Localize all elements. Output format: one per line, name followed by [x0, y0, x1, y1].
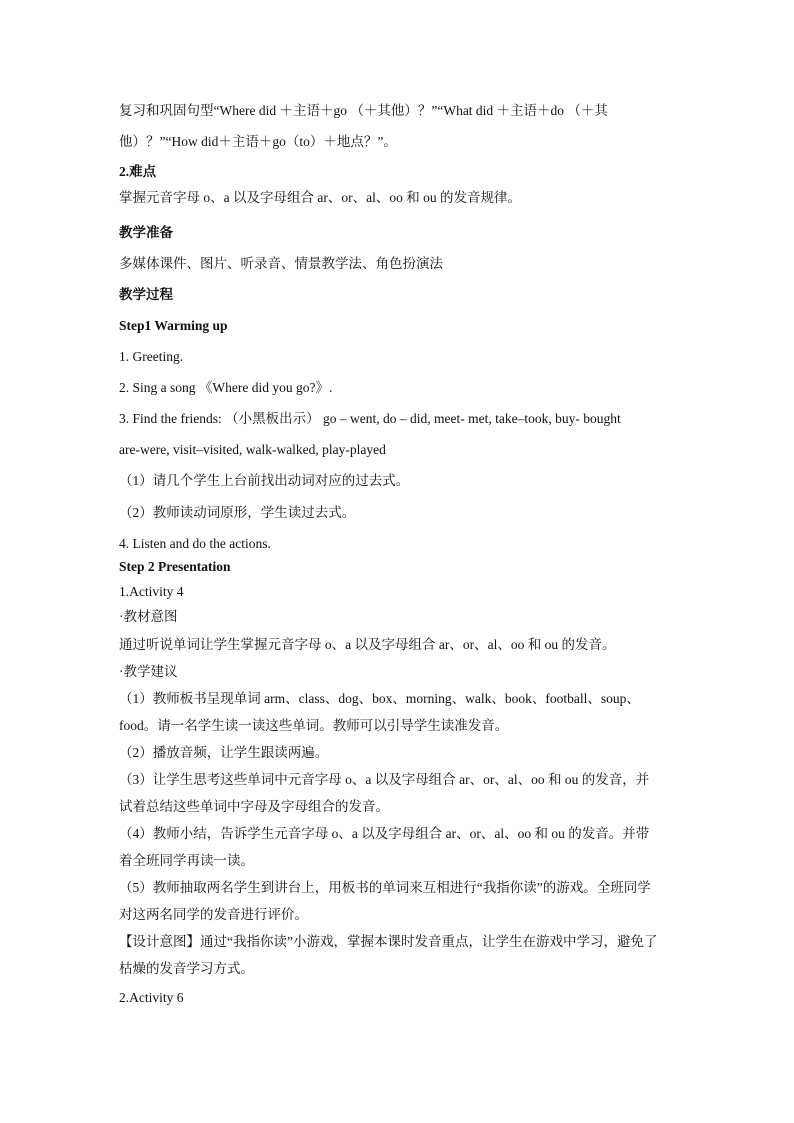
- section-heading: 2.难点: [119, 164, 157, 179]
- step-heading: Step 2 Presentation: [119, 559, 231, 574]
- text-line: 【设计意图】通过“我指你读”小游戏，掌握本课时发音重点，让学生在游戏中学习，避免了: [119, 934, 658, 949]
- text-line: 枯燥的发音学习方式。: [119, 961, 254, 976]
- text-line: （2）教师读动词原形，学生读过去式。: [119, 505, 356, 520]
- section-heading: 教学过程: [119, 287, 173, 302]
- text-line: 掌握元音字母 o、a 以及字母组合 ar、or、al、oo 和 ou 的发音规律。: [119, 190, 521, 205]
- text-line: ·教学建议: [119, 664, 178, 679]
- text-line: 1. Greeting.: [119, 349, 184, 364]
- text-line: 他）？”“How did＋主语＋go（to）＋地点？”。: [119, 134, 397, 149]
- text-line: （5）教师抽取两名学生到讲台上，用板书的单词来互相进行“我指你读”的游戏。全班同学: [119, 880, 651, 895]
- text-line: 4. Listen and do the actions.: [119, 536, 271, 551]
- text-line: （1）教师板书呈现单词 arm、class、dog、box、morning、walk、book、football、soup、: [119, 691, 640, 706]
- text-line: food。请一名学生读一读这些单词。教师可以引导学生读准发音。: [119, 718, 509, 733]
- text-line: 2. Sing a song 《Where did you go?》.: [119, 380, 333, 395]
- text-line: 着全班同学再读一读。: [119, 853, 254, 868]
- text-line: （1）请几个学生上台前找出动词对应的过去式。: [119, 473, 410, 488]
- text-line: 对这两名同学的发音进行评价。: [119, 907, 308, 922]
- text-line: ·教材意图: [119, 609, 178, 624]
- text-line: 多媒体课件、图片、听录音、情景教学法、角色扮演法: [119, 256, 443, 271]
- text-line: （3）让学生思考这些单词中元音字母 o、a 以及字母组合 ar、or、al、oo 和 ou 的发音，并: [119, 772, 650, 787]
- text-line: 2.Activity 6: [119, 990, 184, 1005]
- step-heading: Step1 Warming up: [119, 318, 228, 333]
- text-line: （2）播放音频，让学生跟读两遍。: [119, 745, 329, 760]
- text-line: 通过听说单词让学生掌握元音字母 o、a 以及字母组合 ar、or、al、oo 和 ou 的发音。: [119, 637, 616, 652]
- text-line: 3. Find the friends: （小黑板出示） go – went, do – did, meet- met, take–took, buy- bought: [119, 411, 621, 426]
- section-heading: 教学准备: [119, 225, 173, 240]
- text-line: 1.Activity 4: [119, 584, 184, 599]
- text-line: 复习和巩固句型“Where did ＋主语＋go （＋其他）？”“What did ＋主语＋do （＋其: [119, 103, 608, 118]
- text-line: are-were, visit–visited, walk-walked, play-played: [119, 442, 386, 457]
- text-line: （4）教师小结，告诉学生元音字母 o、a 以及字母组合 ar、or、al、oo 和 ou 的发音。并带: [119, 826, 650, 841]
- text-line: 试着总结这些单词中字母及字母组合的发音。: [119, 799, 389, 814]
